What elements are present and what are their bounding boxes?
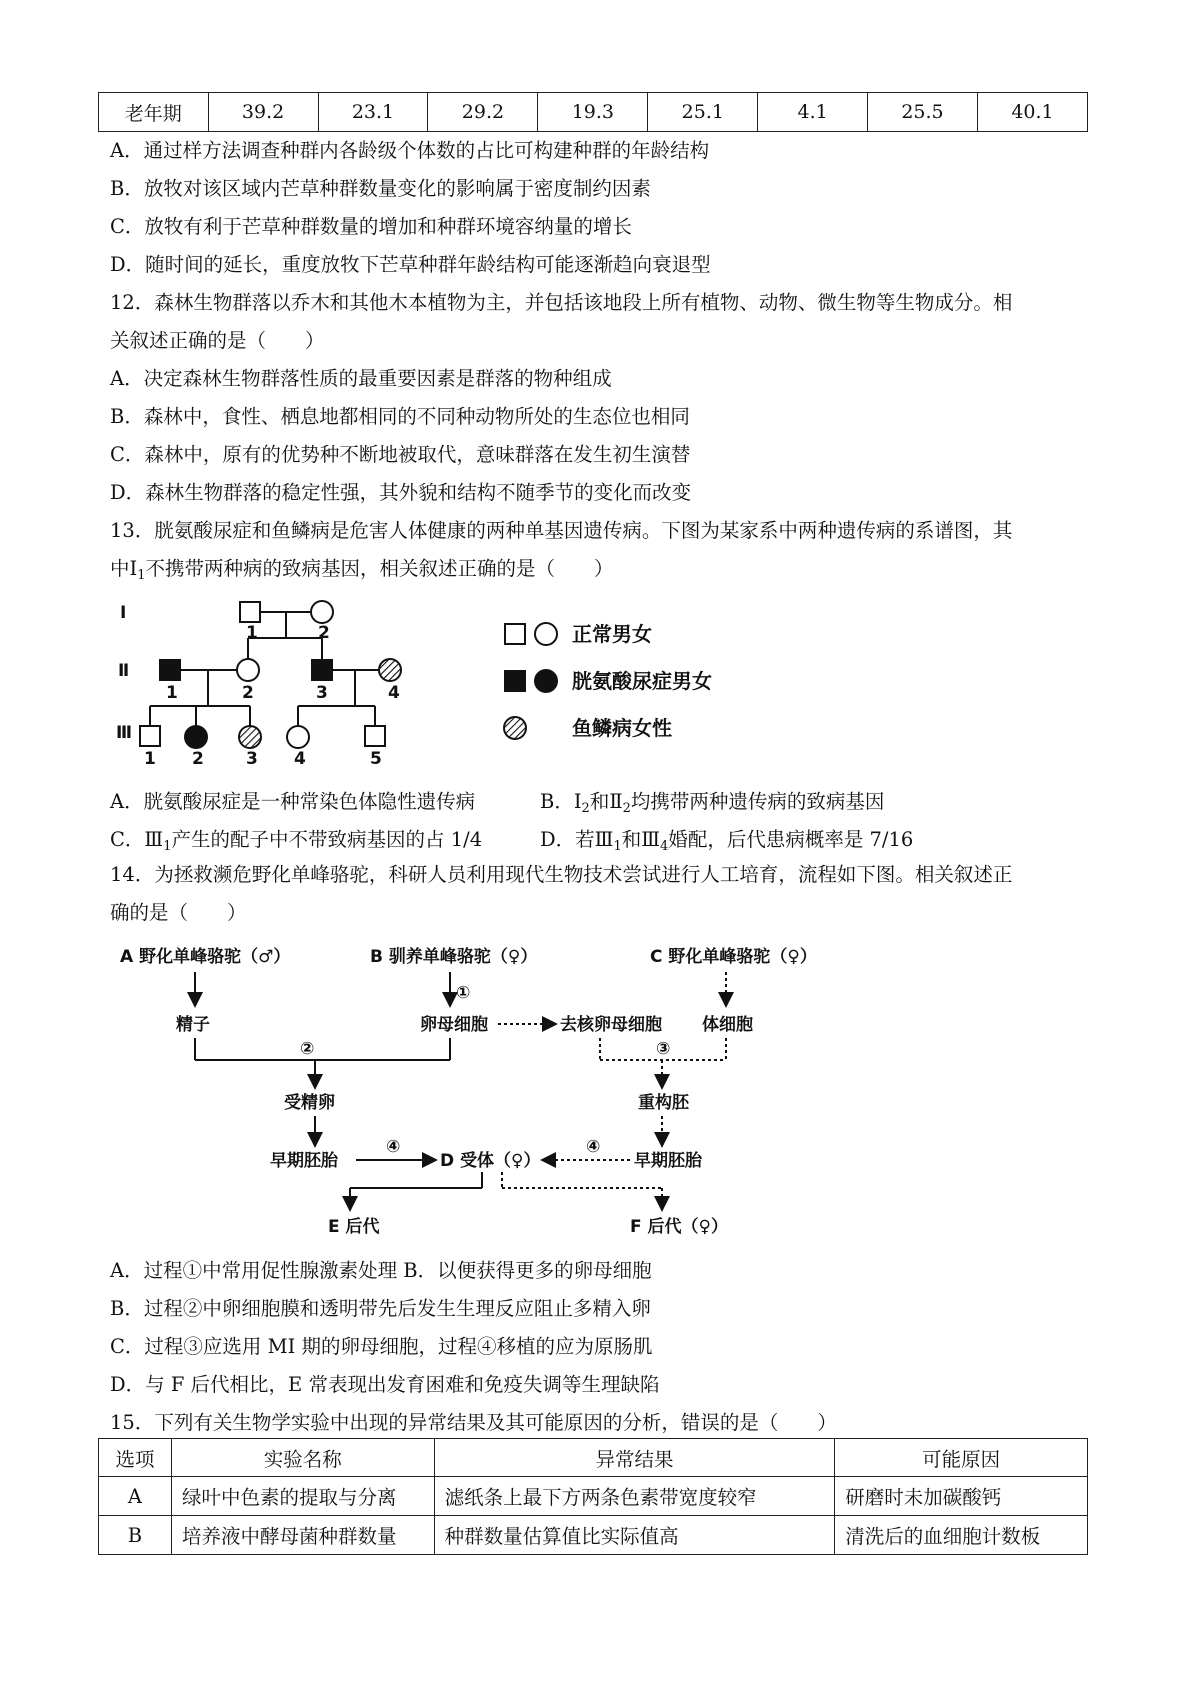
- option-sub: 2: [581, 801, 590, 816]
- q15-stem: 15．下列有关生物学实验中出现的异常结果及其可能原因的分析，错误的是（ ）: [110, 1411, 837, 1434]
- option-part: D．若Ⅲ: [540, 828, 614, 851]
- q13-option-d: [540, 824, 913, 854]
- flow-node-e-offspring: E 后代: [328, 1217, 380, 1237]
- q13-options-row1: [110, 786, 885, 816]
- pedigree-male-normal: [140, 726, 160, 746]
- pedigree-female-ichthyosis: [239, 726, 261, 748]
- legend-female-affected-icon: [535, 670, 557, 692]
- generation-label: Ⅲ: [116, 723, 133, 743]
- table-cell: 研磨时未加碳酸钙: [835, 1477, 1088, 1516]
- legend-female-normal-icon: [535, 623, 557, 645]
- q14-option-b: B．过程②中卵细胞膜和透明带先后发生生理反应阻止多精入卵: [110, 1297, 651, 1320]
- flow-node-reconstructed-embryo: 重构胚: [638, 1093, 689, 1113]
- option-sub: 2: [622, 801, 631, 816]
- table-header: 异常结果: [434, 1439, 835, 1477]
- table-cell: 绿叶中色素的提取与分离: [171, 1477, 434, 1516]
- age-table: [98, 92, 1088, 132]
- step-label: ②: [300, 1039, 315, 1059]
- legend-label: 正常男女: [572, 622, 652, 646]
- table-cell: A: [99, 1477, 172, 1516]
- table-row: [99, 1477, 1088, 1516]
- pedigree-number: 5: [370, 749, 382, 768]
- q14-stem-line1: 14．为拯救濒危野化单峰骆驼，科研人员利用现代生物技术尝试进行人工培育，流程如下图。相关叙述正: [110, 863, 1013, 886]
- table-header: 实验名称: [171, 1439, 434, 1477]
- option-part: 和Ⅱ: [589, 790, 623, 813]
- pedigree-number: 2: [192, 749, 204, 768]
- flow-node-early-embryo: 早期胚胎: [634, 1151, 702, 1171]
- pedigree-number: 4: [294, 749, 306, 768]
- table-cell: 25.1: [648, 93, 758, 132]
- breeding-flowchart: [110, 940, 870, 1240]
- pedigree-female-normal: [287, 726, 309, 748]
- step-label: ①: [456, 983, 471, 1003]
- table-cell: 4.1: [758, 93, 868, 132]
- step-label: ④: [586, 1137, 601, 1157]
- flow-node-b: B 驯养单峰骆驼（♀）: [370, 947, 538, 967]
- q13-option-c: [110, 828, 483, 854]
- flow-node-oocyte: 卵母细胞: [420, 1015, 488, 1035]
- table-cell: 19.3: [538, 93, 648, 132]
- pedigree-male-normal: [240, 602, 260, 622]
- q11-option-d: D．随时间的延长，重度放牧下芒草种群年龄结构可能逐渐趋向衰退型: [110, 253, 711, 276]
- pedigree-male-normal: [365, 726, 385, 746]
- q14-option-d: D．与 F 后代相比，E 常表现出发育困难和免疫失调等生理缺陷: [110, 1373, 660, 1396]
- q11-option-b: B．放牧对该区域内芒草种群数量变化的影响属于密度制约因素: [110, 177, 651, 200]
- option-sub: 1: [613, 839, 622, 854]
- q11-option-c: C．放牧有利于芒草种群数量的增加和种群环境容纳量的增长: [110, 215, 632, 238]
- option-part: C．Ⅲ: [110, 828, 164, 851]
- option-sub: 4: [660, 839, 669, 854]
- pedigree-chart: [110, 598, 770, 768]
- pedigree-number: 2: [242, 683, 254, 703]
- table-cell: 39.2: [208, 93, 318, 132]
- pedigree-number: 1: [144, 749, 156, 768]
- pedigree-female-ichthyosis: [379, 659, 401, 681]
- q12-stem-line2: 关叙述正确的是（ ）: [110, 329, 325, 352]
- flow-node-a: A 野化单峰骆驼（♂）: [120, 947, 291, 967]
- generation-label: Ⅰ: [120, 603, 127, 623]
- table-cell: 25.5: [868, 93, 978, 132]
- legend-label: 胱氨酸尿症男女: [572, 669, 712, 693]
- flow-node-sperm: 精子: [176, 1015, 210, 1035]
- legend-ichthyosis-icon: [504, 717, 526, 739]
- option-part: 婚配，后代患病概率是 7/16: [668, 828, 914, 851]
- table-cell: B: [99, 1516, 172, 1555]
- q13-options-row2: [110, 824, 914, 854]
- q13-stem-part: 不携带两种病的致病基因，相关叙述正确的是（ ）: [145, 557, 614, 580]
- table-header-row: [99, 1439, 1088, 1477]
- pedigree-number: 1: [166, 683, 178, 703]
- table-cell: 40.1: [977, 93, 1087, 132]
- flow-node-enucleated: 去核卵母细胞: [560, 1015, 662, 1035]
- table-cell: 23.1: [318, 93, 428, 132]
- pedigree-number: 3: [246, 749, 258, 768]
- table-cell: 清洗后的血细胞计数板: [835, 1516, 1088, 1555]
- flow-node-c: C 野化单峰骆驼（♀）: [650, 947, 817, 967]
- flow-node-early-embryo: 早期胚胎: [270, 1151, 338, 1171]
- pedigree-number: 3: [316, 683, 328, 703]
- flow-node-recipient: D 受体（♀）: [440, 1151, 541, 1171]
- q12-option-c: C．森林中，原有的优势种不断地被取代，意味群落在发生初生演替: [110, 443, 691, 466]
- experiment-table: [98, 1438, 1088, 1555]
- table-row: [99, 1516, 1088, 1555]
- pedigree-female-affected: [185, 726, 207, 748]
- generation-label: Ⅱ: [118, 661, 130, 681]
- table-row: [99, 93, 1088, 132]
- q13-option-b: [540, 786, 884, 816]
- q13-option-a: A．胱氨酸尿症是一种常染色体隐性遗传病: [110, 790, 476, 813]
- table-cell: 种群数量估算值比实际值高: [434, 1516, 835, 1555]
- pedigree-male-affected: [312, 660, 332, 680]
- q13-stem-line2: [110, 556, 614, 589]
- q13-stem-line1: 13．胱氨酸尿症和鱼鳞病是危害人体健康的两种单基因遗传病。下图为某家系中两种遗传病的系谱图，其: [110, 519, 1013, 542]
- table-cell: 滤纸条上最下方两条色素带宽度较窄: [434, 1477, 835, 1516]
- option-sub: 1: [163, 839, 172, 854]
- q12-stem-line1: 12．森林生物群落以乔木和其他木本植物为主，并包括该地段上所有植物、动物、微生物等生物成分。相: [110, 291, 1013, 314]
- table-header: 选项: [99, 1439, 172, 1477]
- flow-node-somatic: 体细胞: [702, 1015, 753, 1035]
- q14-option-a: A．过程①中常用促性腺激素处理 B．以便获得更多的卵母细胞: [110, 1259, 652, 1282]
- pedigree-number: 4: [388, 683, 400, 703]
- step-label: ③: [656, 1039, 671, 1059]
- q14-stem-line2: 确的是（ ）: [110, 901, 247, 924]
- legend-label: 鱼鳞病女性: [572, 716, 672, 740]
- q12-option-b: B．森林中，食性、栖息地都相同的不同种动物所处的生态位也相同: [110, 405, 690, 428]
- pedigree-number: 1: [246, 623, 258, 643]
- pedigree-male-affected: [160, 660, 180, 680]
- q14-option-c: C．过程③应选用 MI 期的卵母细胞，过程④移植的应为原肠肌: [110, 1335, 653, 1358]
- q11-option-a: A．通过样方法调查种群内各龄级个体数的占比可构建种群的年龄结构: [110, 139, 710, 162]
- step-label: ④: [386, 1137, 401, 1157]
- flow-node-zygote: 受精卵: [284, 1093, 335, 1113]
- q13-stem-sub: 1: [137, 568, 146, 583]
- pedigree-number: 2: [318, 623, 330, 643]
- table-cell: 29.2: [428, 93, 538, 132]
- pedigree-female-normal: [311, 601, 333, 623]
- option-part: 产生的配子中不带致病基因的占 1/4: [171, 828, 483, 851]
- table-header: 可能原因: [835, 1439, 1088, 1477]
- option-part: 均携带两种遗传病的致病基因: [630, 790, 885, 813]
- table-cell: 老年期: [99, 93, 209, 132]
- legend-male-affected-icon: [505, 671, 525, 691]
- q12-option-d: D．森林生物群落的稳定性强，其外貌和结构不随季节的变化而改变: [110, 481, 692, 504]
- option-part: 和Ⅲ: [621, 828, 661, 851]
- legend-male-normal-icon: [505, 624, 525, 644]
- table-cell: 培养液中酵母菌种群数量: [171, 1516, 434, 1555]
- pedigree-female-normal: [237, 659, 259, 681]
- q13-stem-part: 中Ⅰ: [110, 557, 138, 580]
- flow-node-f-offspring: F 后代（♀）: [630, 1217, 728, 1237]
- q12-option-a: A．决定森林生物群落性质的最重要因素是群落的物种组成: [110, 367, 612, 390]
- option-part: B．Ⅰ: [540, 790, 582, 813]
